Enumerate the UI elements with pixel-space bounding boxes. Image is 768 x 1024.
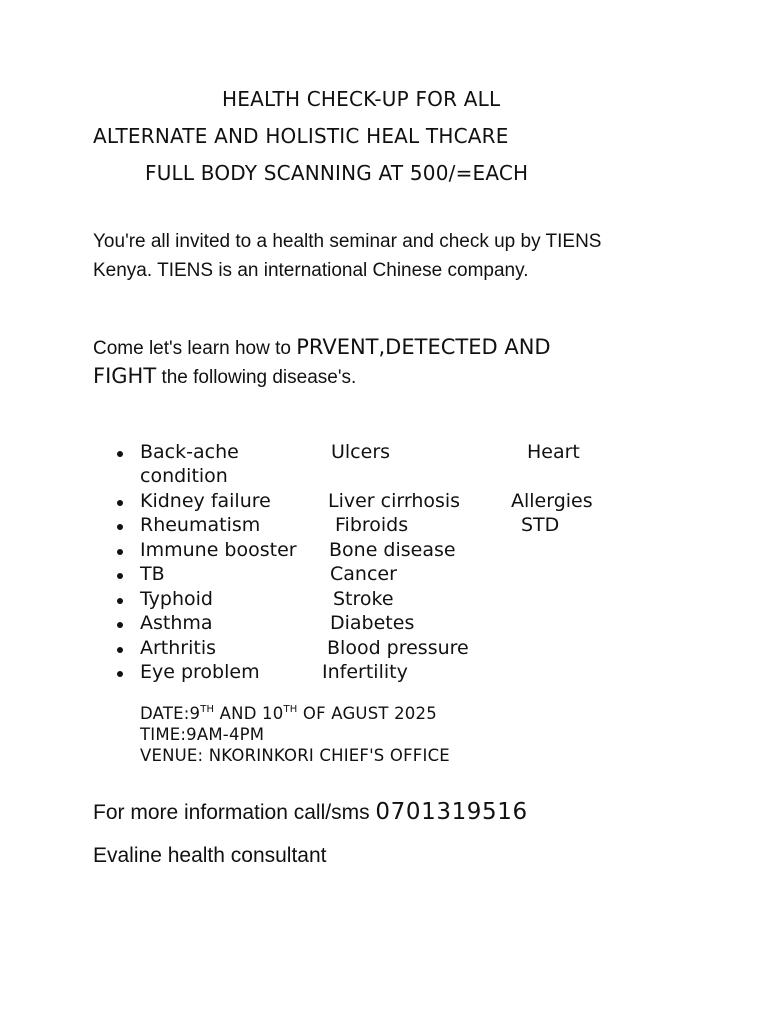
bullet-icon [117,573,123,579]
disease-item: Fibroids [335,514,409,536]
disease-item: Infertility [322,661,408,683]
event-date [140,704,437,723]
disease-item: Kidney failure [140,490,271,512]
learn-prefix: Come let's learn how to [93,338,297,359]
intro-line-1: You're all invited to a health seminar and check up by TIENS [93,231,602,252]
bullet-icon [117,524,123,530]
disease-item: Ulcers [331,441,391,463]
bullet-icon [117,451,123,457]
heading-line-2: ALTERNATE AND HOLISTIC HEAL THCARE [93,124,509,148]
learn-emphasis-2: FIGHT [93,364,157,388]
disease-item: TB [140,563,165,585]
disease-item: Eye problem [140,661,260,683]
learn-line-2 [93,362,356,392]
learn-suffix: the following disease's. [156,367,357,388]
bullet-icon [117,500,123,506]
heading-line-3: FULL BODY SCANNING AT 500/=EACH [145,161,529,185]
disease-item: Liver cirrhosis [328,490,461,512]
disease-item: condition [140,465,228,487]
disease-item: Allergies [511,490,593,512]
disease-item: Heart [527,441,580,463]
disease-item: Stroke [333,588,394,610]
date-prefix: DATE:9 [140,704,201,723]
heading-line-1: HEALTH CHECK-UP FOR ALL [222,87,501,111]
phone-number[interactable]: 0701319516 [375,799,528,825]
intro-line-2: Kenya. TIENS is an international Chinese company. [93,260,529,281]
disease-item: Bone disease [329,539,456,561]
contact-line [93,799,528,825]
bullet-icon [117,622,123,628]
learn-emphasis-1: PRVENT,DETECTED AND [296,335,551,359]
date-sup-1: TH [200,703,215,715]
contact-label: For more information call/sms [93,801,376,824]
learn-line-1 [93,333,551,363]
disease-item: Arthritis [140,637,217,659]
consultant-name: Evaline health consultant [93,844,327,867]
disease-item: Back-ache [140,441,239,463]
disease-item: Rheumatism [140,514,261,536]
disease-item: Typhoid [140,588,213,610]
date-suffix: OF AGUST 2025 [297,704,437,723]
bullet-icon [117,671,123,677]
disease-item: Immune booster [140,539,297,561]
bullet-icon [117,647,123,653]
date-mid: AND 10 [214,704,284,723]
disease-item: STD [521,514,560,536]
bullet-icon [117,598,123,604]
date-sup-2: TH [283,703,298,715]
disease-item: Diabetes [330,612,415,634]
event-venue: VENUE: NKORINKORI CHIEF'S OFFICE [140,746,450,765]
event-time: TIME:9AM-4PM [140,725,265,744]
disease-item: Asthma [140,612,213,634]
bullet-icon [117,549,123,555]
disease-item: Cancer [330,563,397,585]
disease-item: Blood pressure [327,637,469,659]
